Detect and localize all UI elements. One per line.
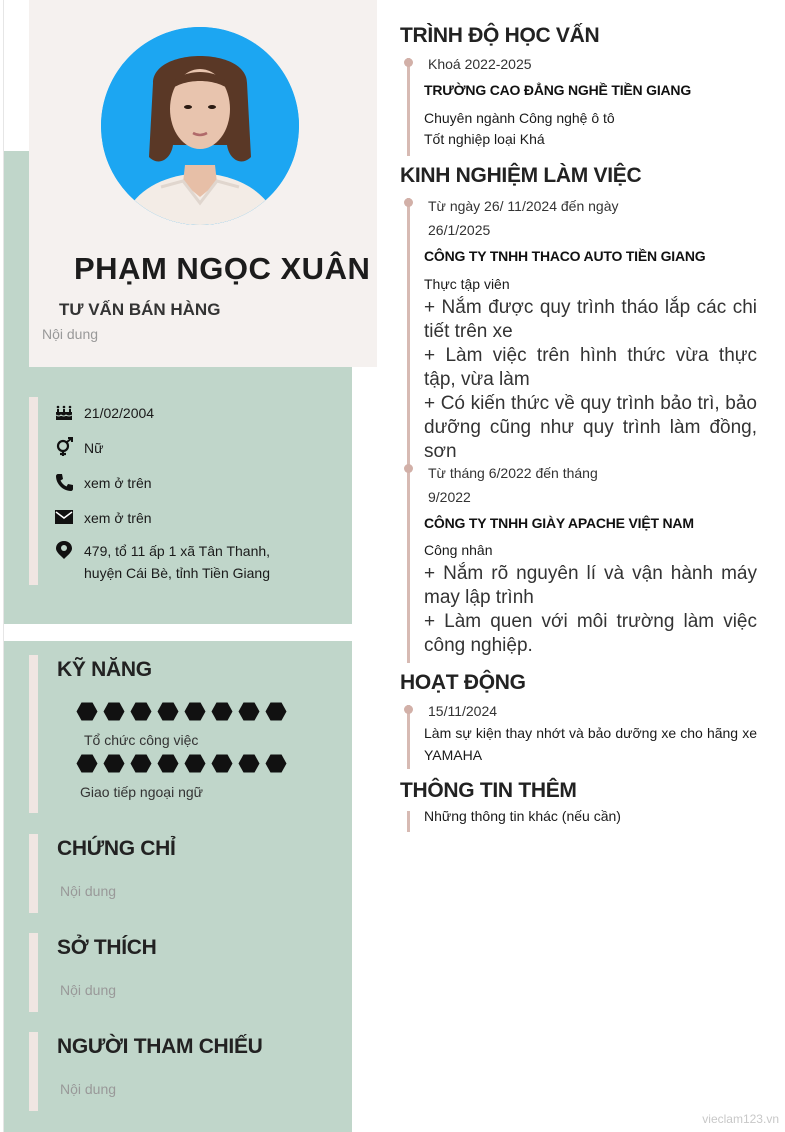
job-2-detail: + Nắm rõ nguyên lí và vận hành máy may lập trình	[424, 563, 757, 608]
phone-value: xem ở trên	[84, 475, 152, 491]
address-line-2: huyện Cái Bè, tỉnh Tiền Giang	[84, 565, 271, 581]
skill-rating-hexagon	[184, 754, 206, 773]
gender-icon	[54, 437, 74, 457]
education-timeline	[407, 58, 410, 156]
skill-rating-hexagon	[238, 754, 260, 773]
skill-rating-hexagon	[76, 754, 98, 773]
candidate-name: PHẠM NGỌC XUÂN	[74, 251, 371, 286]
activities-heading: HOẠT ĐỘNG	[400, 671, 526, 694]
skill-rating-hexagon	[265, 702, 287, 721]
contact-accent-bar	[29, 397, 38, 585]
job-2-date-line-1: Từ tháng 6/2022 đến tháng	[428, 465, 598, 481]
hobbies-heading: SỞ THÍCH	[57, 936, 157, 959]
contact-birthday	[54, 402, 154, 424]
job-2-detail: + Làm quen với môi trường làm việc công nghiệp.	[424, 611, 757, 656]
education-grade: Tốt nghiệp loại Khá	[424, 131, 545, 147]
skill-rating-hexagon	[103, 702, 125, 721]
skill-rating-hexagon	[184, 702, 206, 721]
skill-rating-hexagon	[157, 754, 179, 773]
gender-value: Nữ	[84, 440, 104, 456]
education-major: Chuyên ngành Công nghệ ô tô	[424, 110, 615, 126]
birthday-value: 21/02/2004	[84, 405, 155, 421]
job-title: TƯ VẤN BÁN HÀNG	[59, 300, 221, 319]
profile-summary: Nội dung	[42, 326, 99, 342]
additional-heading: THÔNG TIN THÊM	[400, 779, 577, 802]
job-1-dot	[404, 198, 413, 207]
activities-timeline	[407, 705, 410, 769]
job-2-date-line-2: 9/2022	[428, 489, 471, 505]
skill-rating-hexagon	[103, 754, 125, 773]
job-2-dot	[404, 464, 413, 473]
job-1-date-line-2: 26/1/2025	[428, 222, 491, 238]
avatar	[101, 27, 299, 225]
watermark: vieclam123.vn	[702, 1112, 779, 1126]
skill-rating-hexagon	[211, 754, 233, 773]
location-icon	[54, 540, 74, 560]
hobbies-content: Nội dung	[60, 982, 117, 998]
avatar-photo	[101, 27, 299, 225]
activity-description: Làm sự kiện thay nhớt và bảo dưỡng xe cho hãng xe YAMAHA	[424, 725, 757, 763]
email-icon	[54, 507, 74, 527]
skill-rating-hexagon	[76, 702, 98, 721]
job-1-position: Thực tập viên	[424, 276, 510, 292]
email-value: xem ở trên	[84, 510, 152, 526]
additional-timeline	[407, 811, 410, 832]
contact-email	[54, 507, 152, 529]
experience-heading: KINH NGHIỆM LÀM VIỆC	[400, 164, 642, 187]
contact-gender	[54, 437, 103, 459]
job-1-date-line-1: Từ ngày 26/ 11/2024 đến ngày	[428, 198, 619, 214]
job-2-details	[424, 562, 757, 658]
contact-address	[54, 540, 270, 584]
job-1-detail: + Làm việc trên hình thức vừa thực tập, vừa làm	[424, 345, 757, 390]
contact-phone	[54, 472, 152, 494]
skill-label-1: Tổ chức công việc	[84, 732, 199, 748]
skill-rating-hexagon	[238, 702, 260, 721]
skill-rating-hexagon	[265, 754, 287, 773]
certificates-accent-bar	[29, 834, 38, 913]
education-period: Khoá 2022-2025	[428, 56, 532, 72]
skill-rating-hexagon	[211, 702, 233, 721]
references-content: Nội dung	[60, 1081, 117, 1097]
skill-rating-hexagon	[157, 702, 179, 721]
skill-rating-hexagon	[130, 754, 152, 773]
job-1-company: CÔNG TY TNHH THACO AUTO TIỀN GIANG	[424, 248, 706, 264]
activities-dot	[404, 705, 413, 714]
job-1-detail: + Nắm được quy trình tháo lắp các chi tiết trên xe	[424, 297, 757, 342]
education-timeline-dot	[404, 58, 413, 67]
phone-icon	[54, 472, 74, 492]
education-heading: TRÌNH ĐỘ HỌC VẤN	[400, 24, 600, 47]
education-school: TRƯỜNG CAO ĐẲNG NGHỀ TIỀN GIANG	[424, 82, 692, 98]
skill-rating-hexagon	[130, 702, 152, 721]
hobbies-accent-bar	[29, 933, 38, 1012]
skill-rating-1	[76, 702, 287, 721]
certificates-heading: CHỨNG CHỈ	[57, 837, 176, 860]
job-1-details	[424, 296, 757, 464]
references-heading: NGƯỜI THAM CHIẾU	[57, 1035, 263, 1058]
birthday-cake-icon	[54, 402, 74, 422]
address-line-1: 479, tổ 11 ấp 1 xã Tân Thanh,	[84, 543, 271, 559]
skills-accent-bar	[29, 655, 38, 813]
skills-heading: KỸ NĂNG	[57, 658, 152, 681]
certificates-content: Nội dung	[60, 883, 117, 899]
skill-label-2: Giao tiếp ngoại ngữ	[80, 784, 204, 800]
job-1-detail: + Có kiến thức về quy trình bảo trì, bảo dưỡng cũng như quy trình làm đồng, sơn	[424, 393, 757, 462]
job-2-company: CÔNG TY TNHH GIÀY APACHE VIỆT NAM	[424, 515, 694, 531]
skill-rating-2	[76, 754, 287, 773]
additional-content: Những thông tin khác (nếu cần)	[424, 808, 621, 824]
activity-date: 15/11/2024	[428, 703, 498, 719]
job-2-position: Công nhân	[424, 542, 493, 558]
experience-timeline	[407, 198, 410, 663]
references-accent-bar	[29, 1032, 38, 1111]
